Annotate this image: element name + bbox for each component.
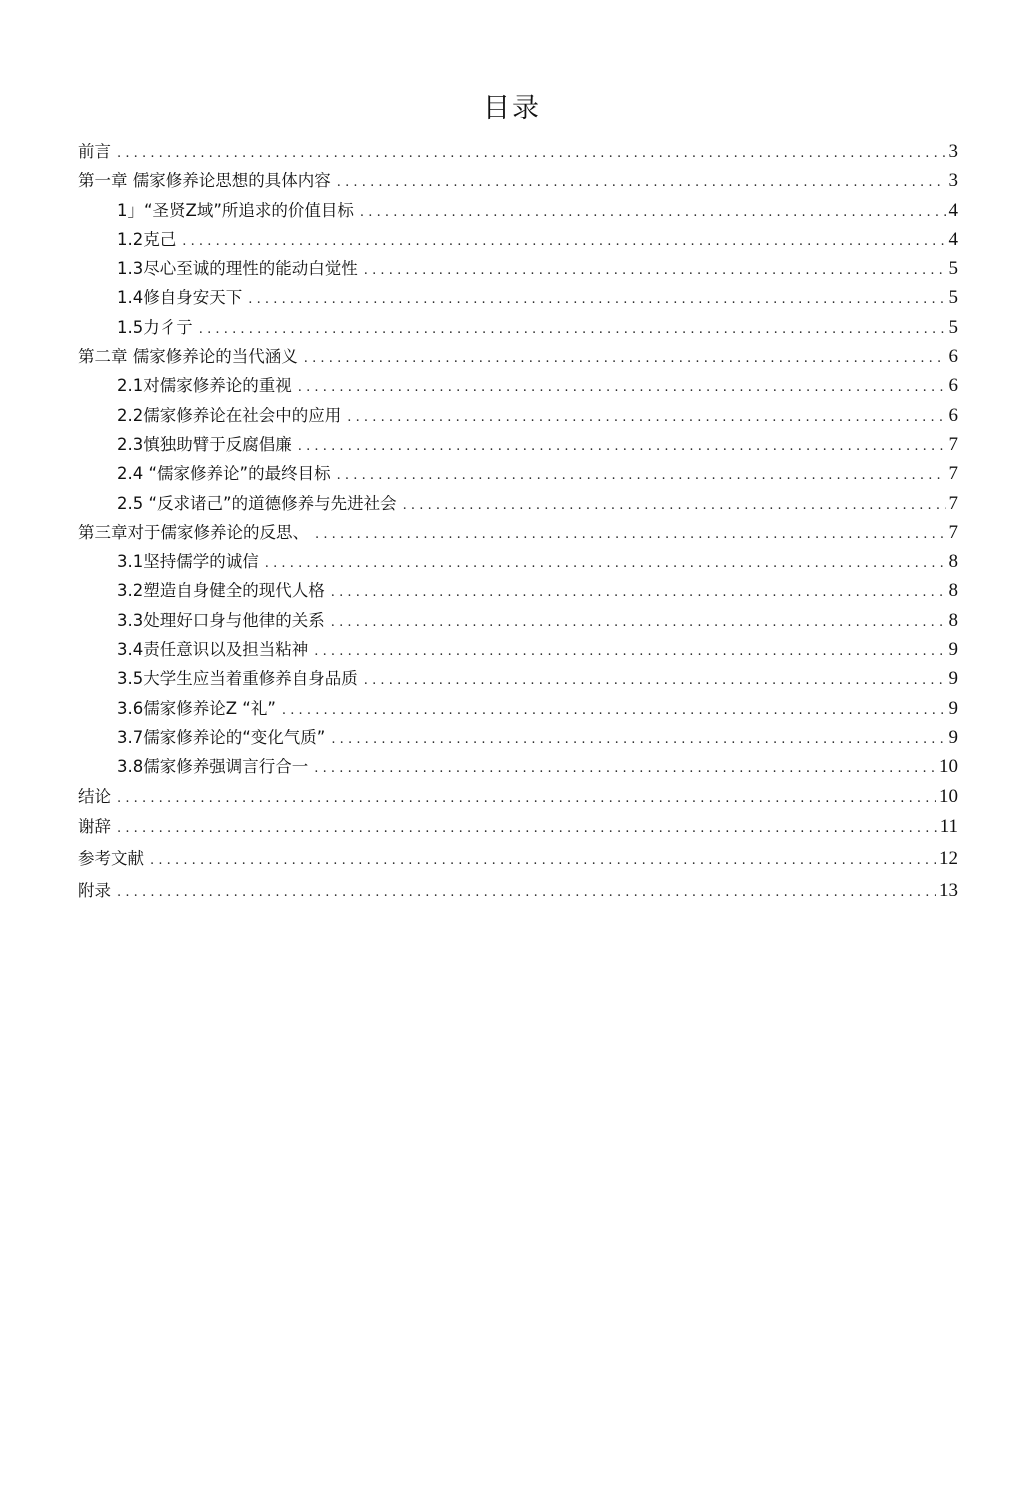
dot-leader bbox=[265, 549, 946, 578]
toc-entry[interactable] bbox=[78, 137, 958, 166]
dot-leader bbox=[331, 578, 946, 607]
toc-entry-label: 1.2克己 bbox=[117, 229, 177, 249]
toc-list bbox=[78, 137, 958, 907]
toc-entry-page-number: 5 bbox=[948, 316, 958, 338]
toc-entry[interactable] bbox=[78, 752, 958, 781]
toc-entry-page-number: 6 bbox=[948, 404, 958, 426]
toc-entry-label: 第一章 儒家修养论思想的具体内容 bbox=[78, 171, 331, 191]
toc-entry-page-number: 6 bbox=[948, 375, 958, 397]
toc-entry-page-number: 3 bbox=[948, 170, 958, 192]
dot-leader bbox=[117, 877, 936, 909]
toc-entry-page-number: 5 bbox=[948, 287, 958, 309]
toc-entry-label: 3.7儒家修养论的“变化气质” bbox=[117, 727, 326, 747]
toc-entry[interactable] bbox=[78, 635, 958, 664]
toc-entry-label: 3.1坚持儒学的诚信 bbox=[117, 552, 259, 572]
toc-entry-label: 第二章 儒家修养论的当代涵义 bbox=[78, 347, 298, 367]
dot-leader bbox=[117, 784, 936, 813]
toc-entry[interactable] bbox=[78, 313, 958, 342]
toc-entry-page-number: 10 bbox=[939, 756, 958, 778]
toc-entry-page-number: 7 bbox=[948, 492, 958, 514]
dot-leader bbox=[347, 403, 945, 432]
toc-entry-label: 1.5力彳亍 bbox=[117, 317, 193, 337]
toc-entry[interactable] bbox=[78, 843, 958, 875]
toc-entry-page-number: 8 bbox=[948, 580, 958, 602]
toc-entry[interactable] bbox=[78, 459, 958, 488]
toc-entry[interactable] bbox=[78, 606, 958, 635]
dot-leader bbox=[360, 198, 946, 227]
dot-leader bbox=[298, 432, 946, 461]
dot-leader bbox=[282, 696, 946, 725]
toc-entry[interactable] bbox=[78, 342, 958, 371]
dot-leader bbox=[304, 344, 946, 373]
dot-leader bbox=[199, 315, 946, 344]
toc-entry-label: 1.4修自身安天下 bbox=[117, 288, 243, 308]
toc-entry-label: 2.4 “儒家修养论”的最终目标 bbox=[117, 464, 331, 484]
toc-entry-label: 3.3处理好口身与他律的关系 bbox=[117, 610, 325, 630]
toc-entry[interactable] bbox=[78, 576, 958, 605]
toc-entry-label: 第三章对于儒家修养论的反思、 bbox=[78, 522, 309, 542]
toc-entry-label: 3.5大学生应当着重修养自身品质 bbox=[117, 669, 358, 689]
toc-entry-label: 3.8儒家修养强调言行合一 bbox=[117, 757, 309, 777]
toc-entry-page-number: 12 bbox=[939, 847, 958, 869]
toc-entry-label: 谢辞 bbox=[78, 816, 111, 836]
toc-entry[interactable] bbox=[78, 694, 958, 723]
dot-leader bbox=[314, 637, 945, 666]
toc-entry[interactable] bbox=[78, 283, 958, 312]
toc-entry[interactable] bbox=[78, 254, 958, 283]
toc-entry-page-number: 10 bbox=[939, 785, 958, 807]
toc-entry-label: 2.5 “反求诸己”的道德修养与先进社会 bbox=[117, 493, 397, 513]
dot-leader bbox=[337, 461, 946, 490]
toc-entry-label: 1.3尽心至诚的理性的能动白觉性 bbox=[117, 259, 358, 279]
toc-entry-page-number: 8 bbox=[948, 609, 958, 631]
toc-entry[interactable] bbox=[78, 782, 958, 811]
dot-leader bbox=[315, 520, 946, 549]
dot-leader bbox=[331, 608, 946, 637]
dot-leader bbox=[337, 168, 946, 197]
toc-entry-label: 1」“圣贤Z域”所追求的价值目标 bbox=[117, 200, 354, 220]
toc-entry[interactable] bbox=[78, 664, 958, 693]
toc-entry-label: 2.2儒家修养论在社会中的应用 bbox=[117, 405, 342, 425]
dot-leader bbox=[248, 285, 945, 314]
toc-entry-label: 3.2塑造自身健全的现代人格 bbox=[117, 581, 325, 601]
dot-leader bbox=[314, 754, 936, 783]
toc-entry[interactable] bbox=[78, 811, 958, 843]
toc-entry-label: 3.6儒家修养论Z “礼” bbox=[117, 698, 276, 718]
toc-entry-label: 2.1对儒家修养论的重视 bbox=[117, 376, 292, 396]
toc-entry[interactable] bbox=[78, 875, 958, 907]
toc-entry-page-number: 11 bbox=[939, 815, 958, 837]
dot-leader bbox=[298, 373, 946, 402]
toc-entry-page-number: 6 bbox=[948, 346, 958, 368]
dot-leader bbox=[150, 845, 936, 877]
toc-entry-page-number: 9 bbox=[948, 697, 958, 719]
toc-entry-page-number: 13 bbox=[939, 879, 958, 901]
toc-entry-page-number: 4 bbox=[948, 199, 958, 221]
toc-entry-label: 结论 bbox=[78, 786, 111, 806]
toc-entry[interactable] bbox=[78, 547, 958, 576]
dot-leader bbox=[182, 227, 945, 256]
toc-entry[interactable] bbox=[78, 723, 958, 752]
dot-leader bbox=[403, 491, 946, 520]
toc-entry[interactable] bbox=[78, 489, 958, 518]
dot-leader bbox=[331, 725, 945, 754]
toc-entry-label: 前言 bbox=[78, 142, 111, 161]
toc-entry-page-number: 9 bbox=[948, 726, 958, 748]
toc-entry[interactable] bbox=[78, 196, 958, 225]
dot-leader bbox=[117, 139, 946, 168]
toc-entry[interactable] bbox=[78, 518, 958, 547]
toc-entry-label: 3.4责任意识以及担当粘神 bbox=[117, 640, 309, 660]
toc-entry-page-number: 7 bbox=[948, 463, 958, 485]
toc-entry-label: 附录 bbox=[78, 880, 111, 900]
toc-entry[interactable] bbox=[78, 225, 958, 254]
toc-entry-page-number: 7 bbox=[948, 521, 958, 543]
toc-entry-page-number: 9 bbox=[948, 668, 958, 690]
toc-entry[interactable] bbox=[78, 371, 958, 400]
page-title: 目录 bbox=[483, 93, 541, 124]
toc-entry[interactable] bbox=[78, 401, 958, 430]
toc-entry[interactable] bbox=[78, 430, 958, 459]
dot-leader bbox=[364, 666, 946, 695]
toc-entry-label: 参考文献 bbox=[78, 848, 144, 868]
toc-entry-label: 2.3慎独助臂于反腐倡廉 bbox=[117, 434, 292, 454]
dot-leader bbox=[117, 813, 937, 845]
toc-entry-page-number: 9 bbox=[948, 639, 958, 661]
toc-entry-page-number: 7 bbox=[948, 433, 958, 455]
toc-entry[interactable] bbox=[78, 166, 958, 195]
toc-entry-page-number: 5 bbox=[948, 258, 958, 280]
toc-entry-page-number: 3 bbox=[948, 141, 958, 162]
toc-entry-page-number: 4 bbox=[948, 228, 958, 250]
toc-entry-page-number: 8 bbox=[948, 551, 958, 573]
dot-leader bbox=[364, 256, 946, 285]
